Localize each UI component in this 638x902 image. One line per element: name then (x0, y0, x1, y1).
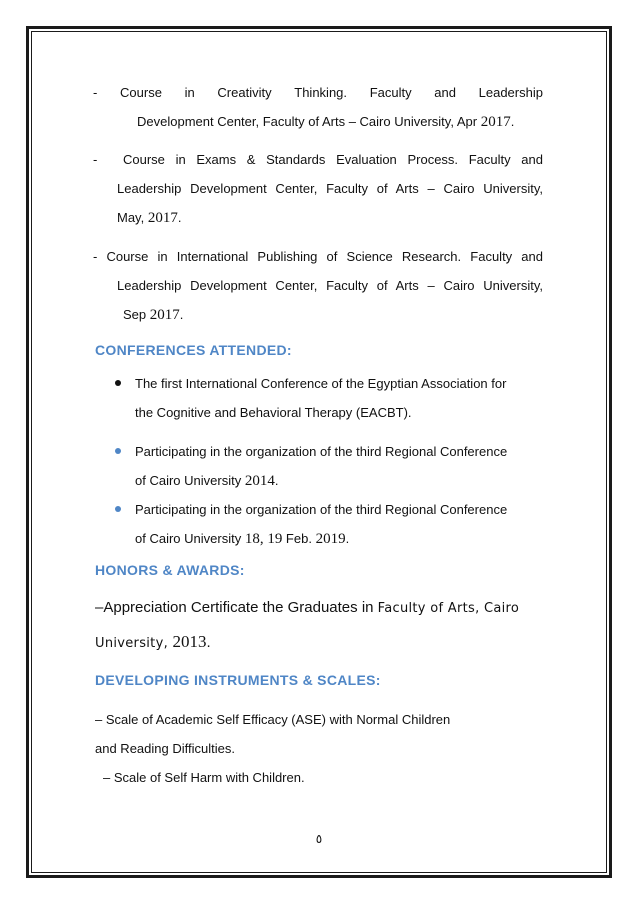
conference-text: Participating in the organization of the third Regional Conference (135, 444, 508, 459)
course-text: - Course in International Publishing of Science Research. Faculty and (93, 249, 543, 264)
page-number: ٥ (315, 832, 323, 846)
period: . (345, 531, 350, 546)
course-text: Sep (123, 307, 150, 322)
honors-text (95, 625, 543, 659)
course-text: Leadership Development Center, Faculty of Arts – Cairo University, (117, 181, 543, 196)
course-entry (95, 242, 543, 329)
section-heading-conferences: CONFERENCES ATTENDED: (95, 342, 292, 358)
word: and (434, 85, 456, 100)
dash: - (93, 85, 98, 100)
course-line (95, 174, 543, 203)
period: . (179, 307, 184, 322)
conference-text (135, 524, 543, 553)
honors-main: –Appreciation Certificate the Graduates in (95, 599, 378, 616)
list-item (95, 437, 543, 495)
course-line (95, 107, 543, 136)
conference-text: the Cognitive and Behavioral Therapy (EACBT). (135, 405, 412, 420)
course-line (95, 203, 543, 232)
course-line (93, 145, 543, 174)
bullet-icon (115, 506, 121, 512)
period: . (206, 634, 211, 651)
conference-text-part: of Cairo University (135, 473, 245, 488)
course-text: Course in Exams & Standards Evaluation Process. Faculty and (123, 152, 543, 167)
list-item (95, 495, 543, 553)
period: . (510, 114, 515, 129)
conference-text: Participating in the organization of the third Regional Conference (135, 502, 508, 517)
honors-text (95, 591, 543, 625)
instrument-text: – Scale of Self Harm with Children. (103, 770, 305, 785)
word: Creativity (217, 85, 272, 100)
bullet-icon (115, 448, 121, 454)
instrument-text: – Scale of Academic Self Efficacy (ASE) with Normal Children (95, 712, 451, 727)
course-line (93, 242, 543, 271)
conference-text-part: of Cairo University (135, 531, 245, 546)
word: Leadership (478, 85, 543, 100)
section-heading-honors: HONORS & AWARDS: (95, 562, 245, 578)
period: . (274, 473, 279, 488)
bullet-icon (115, 380, 121, 386)
course-line (95, 300, 543, 329)
word: Thinking. (294, 85, 348, 100)
section-heading-instruments: DEVELOPING INSTRUMENTS & SCALES: (95, 672, 381, 688)
list-item (95, 369, 543, 427)
course-entry (95, 145, 543, 232)
honors-tail: Faculty of Arts, Cairo (377, 601, 520, 616)
conference-text: The first International Conference of the Egyptian Association for (135, 376, 507, 391)
conference-text (135, 466, 543, 495)
period: . (177, 210, 182, 225)
word: in (184, 85, 195, 100)
year: 2017 (147, 210, 178, 226)
document-body (95, 78, 543, 792)
month: Feb. (282, 531, 316, 546)
dash: - (93, 152, 98, 167)
instruments-entry (95, 705, 543, 792)
year: 2013 (172, 632, 207, 651)
course-line (93, 78, 543, 107)
word: Faculty (369, 85, 412, 100)
course-text: Development Center, Faculty of Arts – Cairo University, Apr (137, 114, 481, 129)
instrument-text: and Reading Difficulties. (95, 741, 235, 756)
course-text: May, (117, 210, 148, 225)
year: 2017 (480, 114, 511, 130)
year: 2019 (315, 531, 346, 547)
dates: 18, 19 (244, 531, 283, 547)
year: 2017 (149, 307, 180, 323)
honors-entry (95, 591, 543, 659)
word: Course (120, 85, 162, 100)
course-text: Leadership Development Center, Faculty of Arts – Cairo University, (117, 278, 543, 293)
course-line (95, 271, 543, 300)
honors-tail: University, (95, 636, 173, 651)
course-entry (95, 78, 543, 136)
year: 2014 (244, 473, 275, 489)
